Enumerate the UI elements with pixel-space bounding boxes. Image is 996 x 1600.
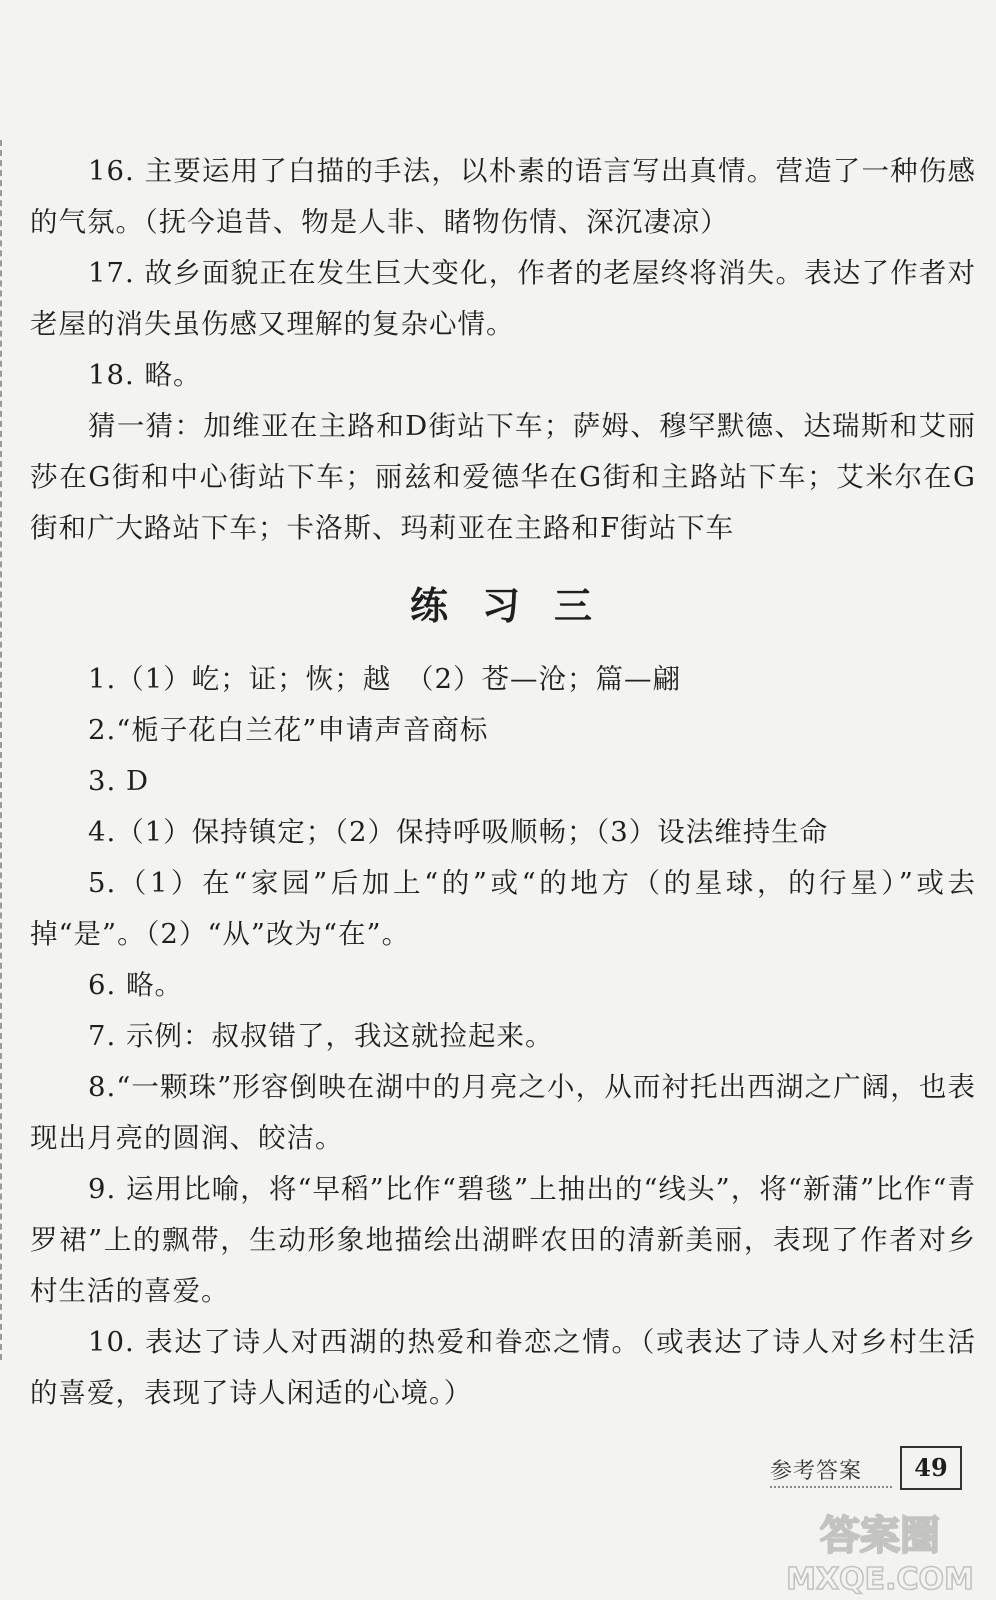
answer-18: 18. 略。 xyxy=(88,359,202,391)
watermark-logo xyxy=(785,1505,975,1595)
answer-3: 3. D xyxy=(88,765,150,797)
answer-6: 6. 略。 xyxy=(88,969,183,1001)
footer-dotted-rule xyxy=(770,1486,892,1488)
footer-label: 参考答案 xyxy=(770,1459,863,1484)
riddle-answer: 猜一猜：加维亚在主路和D街站下车；萨姆、穆罕默德、达瑞斯和艾丽莎在G街和中心街站下车；丽兹和爱德华在G街和主路站下车；艾米尔在G街和广大路站下车；卡洛斯、玛莉亚在主路和F街站下车 xyxy=(30,410,976,544)
answer-17: 17. 故乡面貌正在发生巨大变化，作者的老屋终将消失。表达了作者对老屋的消失虽伤感又理解的复杂心情。 xyxy=(30,257,976,340)
page-footer xyxy=(770,1446,966,1502)
answer-16: 16. 主要运用了白描的手法，以朴素的语言写出真情。营造了一种伤感的气氛。（抚今追昔、物是人非、睹物伤情、深沉凄凉） xyxy=(30,155,976,238)
answer-content xyxy=(30,146,976,1419)
page-number: 49 xyxy=(900,1446,962,1490)
answer-7: 7. 示例：叔叔错了，我这就捡起来。 xyxy=(88,1020,554,1052)
page-edge-dashes xyxy=(0,140,12,1360)
answer-8: 8.“一颗珠”形容倒映在湖中的月亮之小，从而衬托出西湖之广阔，也表现出月亮的圆润、皎洁。 xyxy=(30,1071,976,1154)
watermark-text-top: 答案圈 xyxy=(820,1513,940,1559)
answer-1: 1.（1）屹；证；恢；越 （2）苍—沧；篇—翩 xyxy=(88,663,681,695)
answer-5: 5.（1）在“家园”后加上“的”或“的地方（的星球，的行星）”或去掉“是”。（2）“从”改为“在”。 xyxy=(30,867,976,950)
watermark-text-bottom: MXQE.COM xyxy=(786,1562,974,1595)
answer-10: 10. 表达了诗人对西湖的热爱和眷恋之情。（或表达了诗人对乡村生活的喜爱，表现了诗人闲适的心境。） xyxy=(30,1326,976,1409)
section-title: 练习三 xyxy=(409,584,626,628)
answer-9: 9. 运用比喻，将“早稻”比作“碧毯”上抽出的“线头”，将“新蒲”比作“青罗裙”上的飘带，生动形象地描绘出湖畔农田的清新美丽，表现了作者对乡村生活的喜爱。 xyxy=(30,1173,976,1307)
answer-4: 4.（1）保持镇定；（2）保持呼吸顺畅；（3）设法维持生命 xyxy=(88,816,829,848)
answer-2: 2.“栀子花白兰花”申请声音商标 xyxy=(88,714,489,746)
